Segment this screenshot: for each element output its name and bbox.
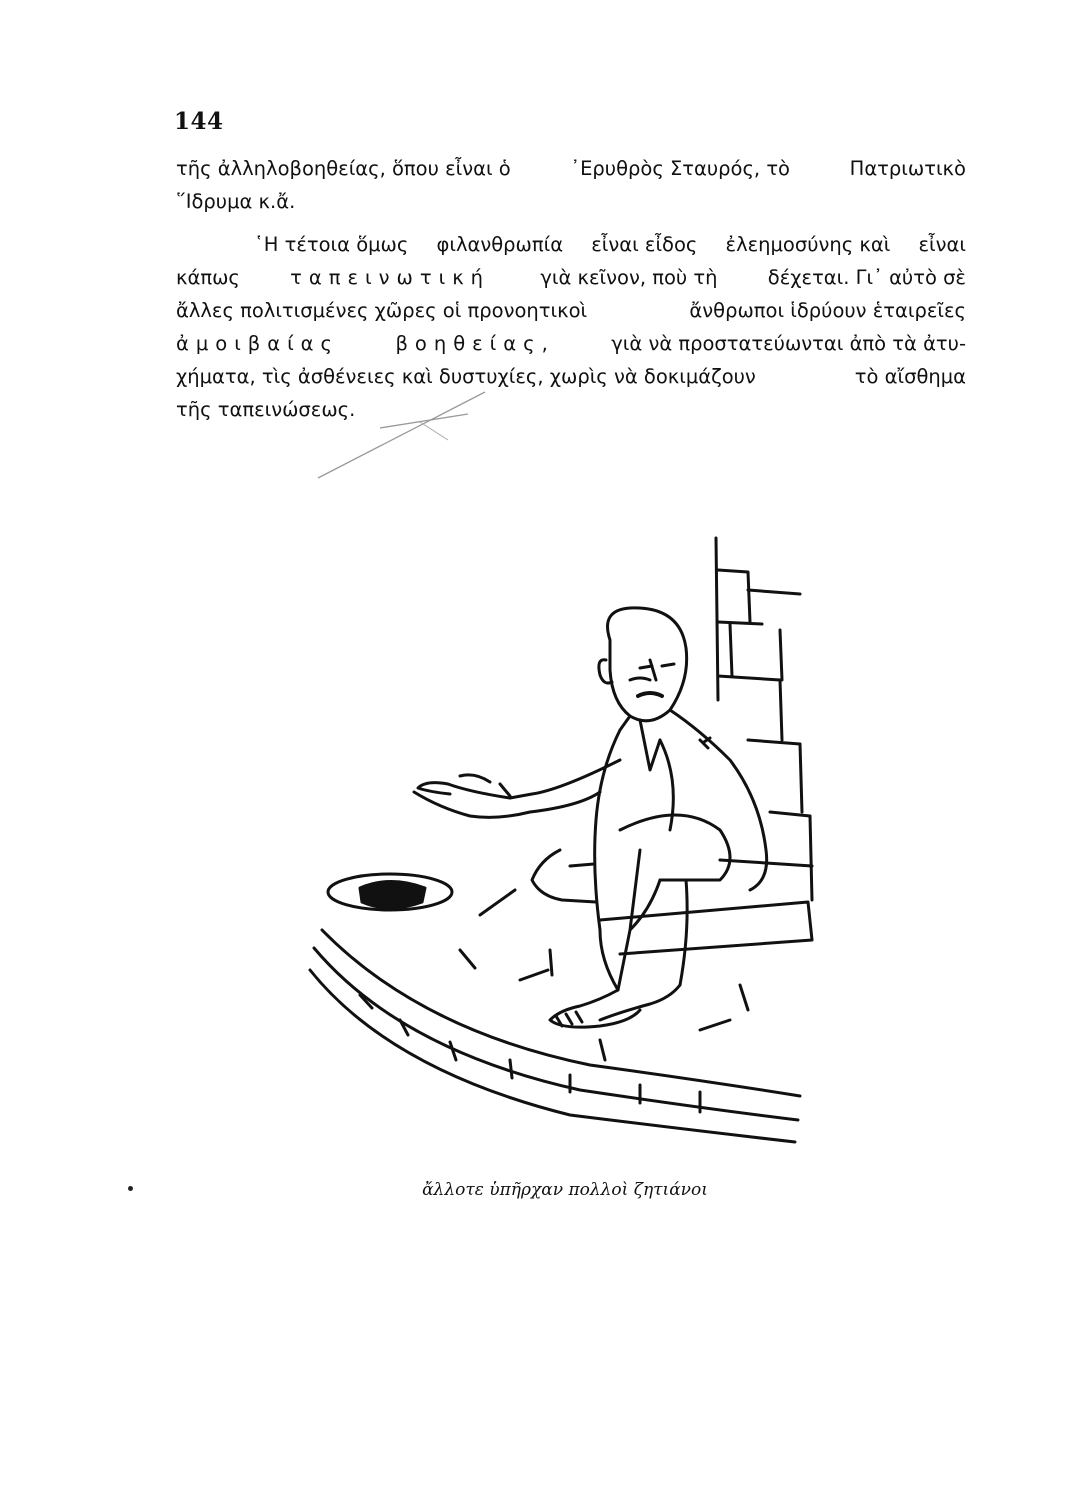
- text-segment: εἶναι εἶδος: [591, 233, 698, 256]
- text-segment: ῾Η τέτοια ὅμως: [254, 233, 409, 256]
- text-segment: ἄνθρωποι ἱδρύουν ἑταιρεῖες: [689, 299, 966, 322]
- text-segment: Πατριωτικὸ: [849, 157, 966, 180]
- page-number: 144: [174, 108, 224, 135]
- emphasized-word: ἀμοιβαίας: [176, 332, 339, 355]
- text-segment: ἐλεημοσύνης καὶ: [725, 233, 891, 256]
- text-segment: γιὰ κεῖνον, ποὺ τὴ: [540, 266, 718, 289]
- text-segment: τῆς ταπεινώσεως.: [176, 398, 356, 421]
- text-segment: τὸ αἴσθημα: [854, 365, 966, 388]
- caption-text: ἄλλοτε ὑπῆρχαν πολλοὶ ζητιάνοι: [422, 1180, 708, 1200]
- emphasized-word: βοηθείας,: [395, 332, 555, 355]
- text-segment: εἶναι: [918, 233, 966, 256]
- beggar-illustration: [300, 530, 830, 1170]
- text-segment: τῆς ἀλληλοβοηθείας, ὅπου εἶναι ὁ: [176, 157, 511, 180]
- text-segment: φιλανθρωπία: [436, 233, 564, 256]
- text-segment: ἄλλες πολιτισμένες χῶρες οἱ προνοητικοὶ: [176, 299, 588, 322]
- text-segment: ᾿Ερυθρὸς Σταυρός, τὸ: [570, 157, 790, 180]
- emphasized-word: ταπεινωτική: [290, 266, 491, 289]
- text-segment: χήματα, τὶς ἀσθένειες καὶ δυστυχίες, χωρὶς νὰ δοκιμάζουν: [176, 365, 756, 388]
- illustration-caption: [0, 1180, 1080, 1200]
- text-segment: ῞Ιδρυμα κ.ἄ.: [176, 190, 296, 213]
- pencil-mark: [0, 0, 1080, 520]
- text-segment: κάπως: [176, 266, 240, 289]
- text-segment: δέχεται. Γι᾿ αὐτὸ σὲ: [767, 266, 966, 289]
- text-segment: γιὰ νὰ προστατεύωνται ἀπὸ τὰ ἀτυ-: [611, 332, 966, 355]
